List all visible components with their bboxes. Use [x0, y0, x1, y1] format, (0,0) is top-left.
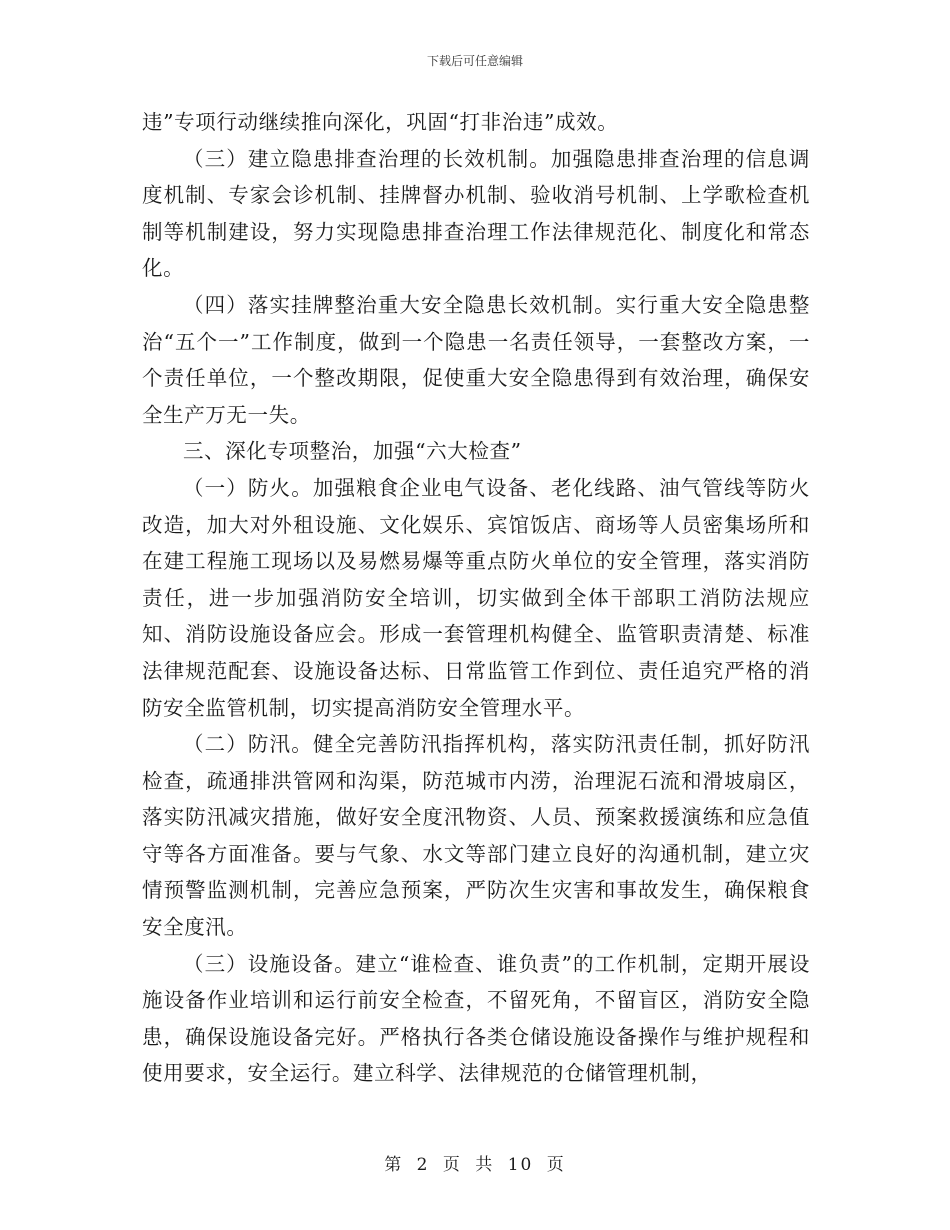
footer-total-pages: 10 [507, 1155, 534, 1175]
page-number-footer [0, 1150, 950, 1175]
paragraph-facilities-equipment: （三）设施设备。建立“谁检查、谁负责”的工作机制，定期开展设施设备作业培训和运行前安全检查，不留死角，不留盲区，消防安全隐患，确保设施设备完好。严格执行各类仓储设施设备操作与维护规程和使用要求，安全运行。建立科学、法律规范的仓储管理机制， [142, 951, 810, 1086]
footer-total-word: 共 [475, 1155, 495, 1175]
page-header-note: 下载后可任意编辑 [426, 54, 523, 68]
footer-page-word: 页 [442, 1155, 462, 1175]
footer-suffix: 页 [546, 1155, 566, 1175]
footer-prefix: 第 [384, 1155, 404, 1175]
section-heading-three: 三、深化专项整治，加强“六大检查” [183, 439, 522, 464]
paragraph-section-3: （三）建立隐患排查治理的长效机制。加强隐患排查治理的信息调度机制、专家会诊机制、挂牌督办机制、验收消号机制、上学歌检查机制等机制建设，努力实现隐患排查治理工作法律规范化、制度化和常态化。 [142, 146, 810, 281]
paragraph-continuation: 违”专项行动继续推向深化，巩固“打非治违”成效。 [142, 110, 619, 134]
footer-current-page: 2 [416, 1155, 430, 1175]
paragraph-section-4: （四）落实挂牌整治重大安全隐患长效机制。实行重大安全隐患整治“五个一”工作制度，做到一个隐患一名责任领导，一套整改方案，一个责任单位，一个整改期限，促使重大安全隐患得到有效治理，确保安全生产万无一失。 [142, 292, 810, 427]
paragraph-fire-prevention: （一）防火。加强粮食企业电气设备、老化线路、油气管线等防火改造，加大对外租设施、文化娱乐、宾馆饭店、商场等人员密集场所和在建工程施工现场以及易燃易爆等重点防火单位的安全管理，落实消防责任，进一步加强消防安全培训，切实做到全体干部职工消防法规应知、消防设施设备应会。形成一套管理机构健全、监管职责清楚、标准法律规范配套、设施设备达标、日常监管工作到位、责任追究严格的消防安全监管机制，切实提高消防安全管理水平。 [142, 475, 810, 720]
paragraph-flood-prevention: （二）防汛。健全完善防汛指挥机构，落实防汛责任制，抓好防汛检查，疏通排洪管网和沟渠，防范城市内涝，治理泥石流和滑坡扇区，落实防汛减灾措施，做好安全度汛物资、人员、预案救援演练和应急值守等各方面准备。要与气象、水文等部门建立良好的沟通机制，建立灾情预警监测机制，完善应急预案，严防次生灾害和事故发生，确保粮食安全度汛。 [142, 732, 810, 940]
document-body [142, 104, 810, 1092]
